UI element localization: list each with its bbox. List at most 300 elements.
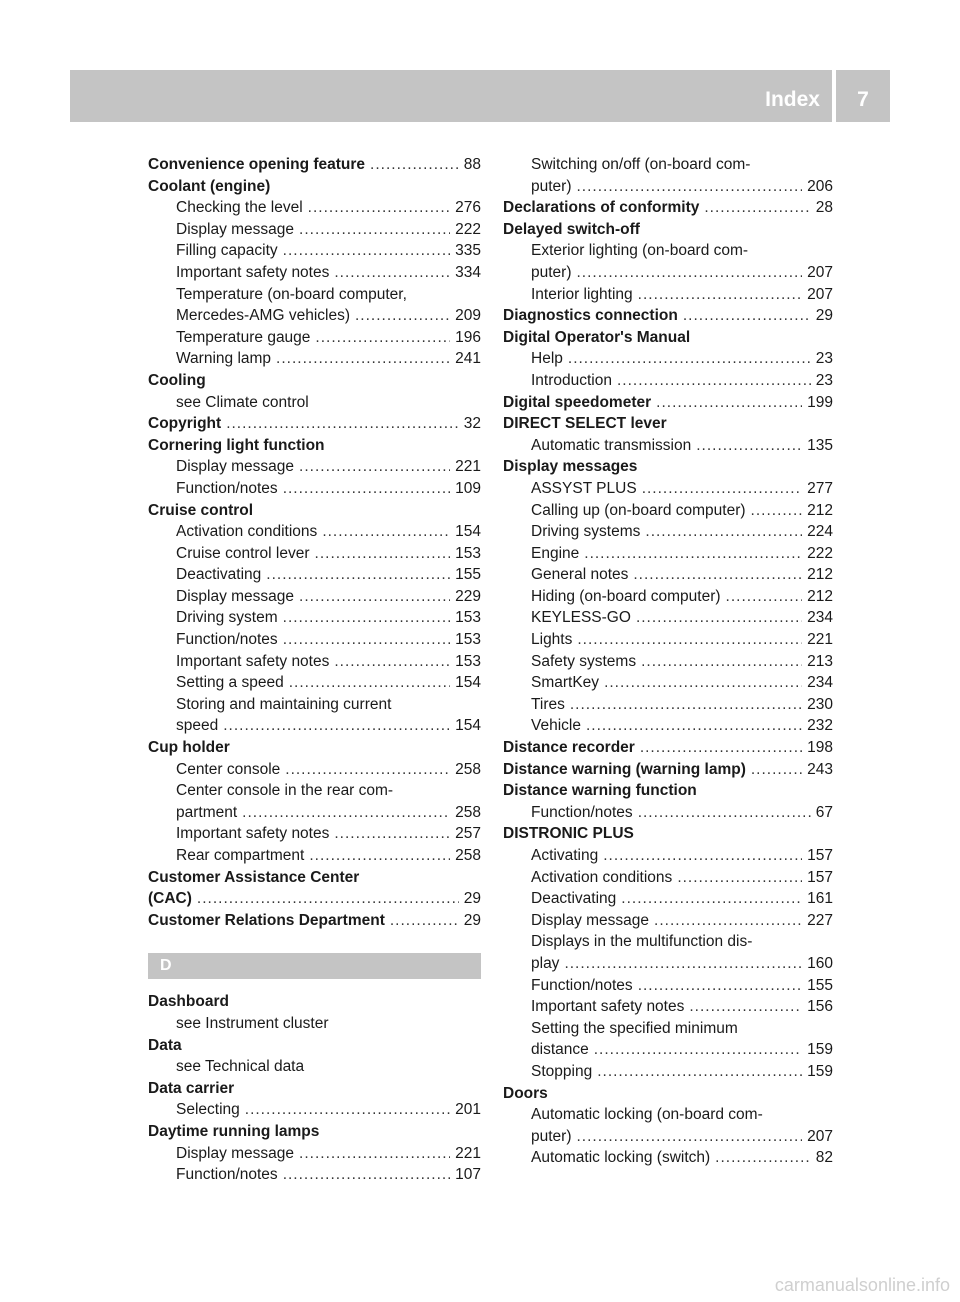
page-reference[interactable]: 88	[463, 156, 481, 173]
page-reference[interactable]: 258	[455, 803, 481, 821]
dot-leader	[604, 672, 802, 694]
index-subentry[interactable]	[503, 629, 833, 651]
entry-label: Important safety notes	[176, 263, 330, 281]
entry-label: Function/notes	[176, 631, 278, 649]
dot-leader	[299, 219, 450, 241]
page-reference[interactable]: 161	[807, 890, 833, 908]
entry-label: Important safety notes	[531, 998, 685, 1016]
index-subentry[interactable]	[503, 1039, 833, 1061]
index-entry[interactable]	[503, 737, 833, 759]
dot-leader	[226, 413, 459, 435]
index-entry	[503, 413, 833, 435]
section-header: D	[148, 953, 481, 979]
dot-leader	[564, 953, 802, 975]
dot-leader	[570, 694, 802, 716]
index-subentry[interactable]	[148, 478, 481, 500]
dot-leader	[577, 1126, 803, 1148]
page-reference[interactable]: 154	[455, 523, 481, 541]
index-subentry[interactable]	[503, 651, 833, 673]
index-subentry[interactable]	[503, 953, 833, 975]
entry-label: Function/notes	[531, 976, 633, 994]
entry-label: Selecting	[176, 1101, 240, 1119]
dot-leader	[642, 478, 802, 500]
index-entry[interactable]	[503, 392, 833, 414]
dot-leader	[266, 564, 450, 586]
index-subentry[interactable]	[503, 996, 833, 1018]
dot-leader	[283, 240, 450, 262]
page-reference[interactable]: 212	[807, 587, 833, 605]
page-reference[interactable]: 199	[807, 393, 833, 411]
dot-leader	[289, 672, 450, 694]
page-reference[interactable]: 135	[807, 436, 833, 454]
dot-leader	[677, 867, 802, 889]
index-entry	[148, 370, 481, 392]
entry-label: Activating	[531, 847, 599, 864]
index-subentry[interactable]	[503, 500, 833, 522]
entry-label: Interior lighting	[531, 285, 633, 303]
page-reference[interactable]: 209	[455, 307, 481, 325]
index-entry	[148, 737, 481, 759]
index-subentry[interactable]	[503, 1061, 833, 1083]
index-subentry[interactable]	[503, 435, 833, 457]
page-reference[interactable]: 29	[815, 307, 833, 325]
entry-label: Customer Assistance Center	[148, 868, 360, 886]
entry-label: Data	[148, 1036, 182, 1054]
index-subentry[interactable]	[148, 651, 481, 673]
dot-leader	[633, 564, 802, 586]
page-reference[interactable]: 67	[815, 803, 833, 821]
index-subentry[interactable]	[503, 715, 833, 737]
index-subentry[interactable]	[503, 284, 833, 306]
dot-leader	[577, 629, 802, 651]
index-subentry	[503, 931, 833, 953]
index-subentry[interactable]	[503, 845, 833, 867]
dot-leader	[726, 586, 803, 608]
entry-label: Customer Relations Department	[148, 911, 385, 929]
page-reference[interactable]: 159	[807, 1041, 833, 1059]
entry-label: play	[531, 954, 560, 972]
entry-label: Driving system	[176, 609, 278, 627]
page-reference[interactable]: 155	[807, 976, 833, 994]
entry-label: (CAC)	[148, 890, 192, 908]
entry-label: Safety systems	[531, 652, 637, 670]
page-reference[interactable]: 206	[807, 177, 833, 195]
entry-label: Distance warning (warning lamp)	[503, 760, 746, 778]
dot-leader	[283, 478, 450, 500]
index-subentry[interactable]	[503, 176, 833, 198]
dot-leader	[276, 348, 450, 370]
dot-leader	[689, 996, 802, 1018]
dot-leader	[640, 737, 802, 759]
index-entry	[503, 327, 833, 349]
dot-leader	[283, 1164, 450, 1186]
dot-leader	[586, 715, 802, 737]
index-subentry[interactable]	[148, 715, 481, 737]
entry-label: Hiding (on-board computer)	[531, 587, 721, 605]
dot-leader	[621, 888, 802, 910]
index-subentry[interactable]	[148, 327, 481, 349]
entry-label: Exterior lighting (on-board com-	[531, 242, 749, 260]
dot-leader	[568, 348, 811, 370]
entry-label: Digital Operator's Manual	[503, 328, 691, 346]
index-subentry[interactable]	[503, 910, 833, 932]
index-entry	[148, 176, 481, 198]
dot-leader	[656, 392, 802, 414]
page-reference[interactable]: 109	[455, 479, 481, 497]
index-subentry[interactable]	[148, 672, 481, 694]
index-column-right	[503, 154, 833, 1169]
index-subentry	[148, 392, 481, 414]
dot-leader	[370, 154, 459, 176]
entry-label: Filling capacity	[176, 242, 278, 260]
page-reference[interactable]: 107	[455, 1166, 481, 1184]
entry-label: speed	[176, 717, 219, 735]
dot-leader	[704, 197, 810, 219]
page-reference[interactable]: 257	[455, 825, 481, 843]
dot-leader	[355, 305, 450, 327]
index-subentry[interactable]	[148, 802, 481, 824]
dot-leader	[315, 327, 450, 349]
page-reference[interactable]: 32	[463, 415, 481, 433]
entry-label: puter)	[531, 177, 572, 195]
entry-label: Engine	[531, 544, 580, 562]
dot-leader	[654, 910, 802, 932]
index-subentry[interactable]	[503, 802, 833, 824]
index-subentry	[148, 1013, 481, 1035]
page-reference[interactable]: 160	[807, 954, 833, 972]
index-entry	[503, 219, 833, 241]
header-bar	[70, 70, 832, 122]
index-subentry[interactable]	[148, 219, 481, 241]
dot-leader	[636, 607, 802, 629]
index-subentry[interactable]	[148, 521, 481, 543]
entry-label: Cornering light function	[148, 436, 325, 454]
index-subentry[interactable]	[148, 823, 481, 845]
entry-label: SmartKey	[531, 674, 600, 692]
index-subentry[interactable]	[148, 1143, 481, 1165]
index-subentry[interactable]	[148, 845, 481, 867]
dot-leader	[715, 1147, 811, 1169]
index-subentry	[148, 284, 481, 306]
entry-label: Temperature (on-board computer,	[176, 285, 407, 303]
page-reference[interactable]: 157	[807, 868, 833, 886]
index-subentry[interactable]	[503, 694, 833, 716]
index-subentry[interactable]	[148, 348, 481, 370]
entry-label: Mercedes-AMG vehicles)	[176, 307, 350, 325]
page-reference[interactable]: 234	[807, 674, 833, 692]
page-reference[interactable]: 334	[455, 263, 481, 281]
page-reference[interactable]: 29	[463, 890, 481, 908]
index-entry	[503, 1083, 833, 1105]
entry-label: Activation conditions	[531, 868, 673, 886]
page-reference[interactable]: 276	[455, 199, 481, 217]
page-reference[interactable]: 229	[455, 587, 481, 605]
index-subentry[interactable]	[148, 197, 481, 219]
entry-label: Driving systems	[531, 523, 641, 541]
index-subentry	[148, 694, 481, 716]
page-reference[interactable]: 222	[807, 544, 833, 562]
entry-label: DIRECT SELECT lever	[503, 415, 667, 433]
index-subentry[interactable]	[503, 888, 833, 910]
index-subentry	[503, 1018, 833, 1040]
page-reference[interactable]: 227	[807, 911, 833, 929]
index-subentry[interactable]	[148, 759, 481, 781]
page-reference[interactable]: 277	[807, 479, 833, 497]
page-number: 7	[836, 70, 890, 122]
entry-label: Display message	[176, 587, 295, 605]
entry-label: Daytime running lamps	[148, 1122, 320, 1140]
entry-label: Center console	[176, 760, 281, 778]
entry-label: Display message	[176, 1144, 295, 1162]
entry-label: Rear compartment	[176, 847, 305, 864]
index-subentry[interactable]	[503, 867, 833, 889]
entry-label: Tires	[531, 695, 565, 713]
index-subentry	[148, 780, 481, 802]
entry-label: Setting a speed	[176, 674, 284, 692]
index-subentry[interactable]	[148, 629, 481, 651]
entry-label: Lights	[531, 631, 573, 649]
page-reference[interactable]: 243	[807, 760, 833, 778]
dot-leader	[683, 305, 811, 327]
entry-label: Distance warning function	[503, 782, 697, 800]
dot-leader	[584, 543, 802, 565]
page-reference[interactable]: 196	[455, 328, 481, 346]
dot-leader	[334, 651, 450, 673]
entry-label: Display message	[176, 220, 295, 238]
page-reference[interactable]: 224	[807, 523, 833, 541]
entry-label: Deactivating	[531, 890, 617, 908]
index-subentry[interactable]	[503, 348, 833, 370]
entry-label: Automatic transmission	[531, 436, 692, 454]
index-entry	[148, 500, 481, 522]
entry-label: Coolant (engine)	[148, 177, 271, 195]
index-entry	[503, 823, 833, 845]
index-entry[interactable]	[503, 197, 833, 219]
dot-leader	[334, 262, 450, 284]
dot-leader	[645, 521, 802, 543]
index-subentry[interactable]	[148, 543, 481, 565]
page-reference[interactable]: 153	[455, 544, 481, 562]
page-reference[interactable]: 241	[455, 350, 481, 368]
entry-label: ASSYST PLUS	[531, 479, 637, 497]
page-reference[interactable]: 156	[807, 998, 833, 1016]
page-reference[interactable]: 212	[807, 566, 833, 584]
entry-label: Display message	[176, 458, 295, 476]
index-subentry[interactable]	[148, 1164, 481, 1186]
entry-label: Display message	[531, 911, 650, 929]
dot-leader	[283, 607, 450, 629]
entry-label: Center console in the rear com-	[176, 782, 394, 800]
entry-label: Function/notes	[176, 1166, 278, 1184]
entry-label: see Instrument cluster	[176, 1014, 329, 1032]
index-entry[interactable]	[148, 154, 481, 176]
page-reference[interactable]: 153	[455, 652, 481, 670]
page-reference[interactable]: 335	[455, 242, 481, 260]
index-entry	[148, 1121, 481, 1143]
index-subentry[interactable]	[503, 1126, 833, 1148]
entry-label: Cruise control lever	[176, 544, 310, 562]
entry-label: puter)	[531, 1127, 572, 1145]
dot-leader	[197, 888, 459, 910]
dot-leader	[299, 586, 450, 608]
index-subentry	[503, 154, 833, 176]
dot-leader	[597, 1061, 802, 1083]
entry-label: Warning lamp	[176, 350, 272, 368]
page-reference[interactable]: 82	[815, 1149, 833, 1167]
index-subentry[interactable]	[148, 607, 481, 629]
entry-label: Copyright	[148, 415, 222, 433]
index-entry[interactable]	[148, 910, 481, 932]
dot-leader	[223, 715, 450, 737]
entry-label: Automatic locking (switch)	[531, 1149, 711, 1167]
entry-label: Delayed switch-off	[503, 220, 640, 238]
page-reference[interactable]: 23	[815, 350, 833, 368]
index-subentry[interactable]	[503, 262, 833, 284]
entry-label: Distance recorder	[503, 739, 635, 757]
dot-leader	[638, 284, 802, 306]
index-subentry[interactable]	[503, 521, 833, 543]
page-reference[interactable]: 157	[807, 847, 833, 864]
page-reference[interactable]: 23	[815, 371, 833, 389]
entry-label: Important safety notes	[176, 652, 330, 670]
entry-label: Function/notes	[531, 803, 633, 821]
index-subentry[interactable]	[503, 370, 833, 392]
entry-label: Convenience opening feature	[148, 156, 366, 173]
page-reference[interactable]: 154	[455, 717, 481, 735]
index-entry[interactable]	[148, 413, 481, 435]
dot-leader	[638, 975, 802, 997]
index-subentry[interactable]	[503, 1147, 833, 1169]
page-reference[interactable]: 155	[455, 566, 481, 584]
index-entry[interactable]	[503, 759, 833, 781]
entry-label: Setting the specified minimum	[531, 1019, 738, 1037]
entry-label: Help	[531, 350, 563, 368]
index-subentry[interactable]	[503, 975, 833, 997]
page-reference[interactable]: 212	[807, 501, 833, 519]
entry-label: Doors	[503, 1084, 548, 1102]
page-reference[interactable]: 258	[455, 760, 481, 778]
page-reference[interactable]: 222	[455, 220, 481, 238]
watermark: carmanualsonline.info	[774, 1275, 950, 1295]
index-subentry[interactable]	[148, 586, 481, 608]
page-reference[interactable]: 29	[463, 911, 481, 929]
entry-label: Digital speedometer	[503, 393, 652, 411]
index-entry[interactable]	[148, 888, 481, 910]
entry-label: Automatic locking (on-board com-	[531, 1106, 763, 1124]
index-subentry[interactable]	[503, 564, 833, 586]
entry-label: Cooling	[148, 371, 206, 389]
entry-label: Displays in the multifunction dis-	[531, 933, 753, 951]
index-subentry[interactable]	[148, 240, 481, 262]
page-reference[interactable]: 221	[807, 631, 833, 649]
index-subentry[interactable]	[503, 672, 833, 694]
entry-label: see Technical data	[176, 1058, 305, 1076]
entry-label: Temperature gauge	[176, 328, 311, 346]
entry-label: Cruise control	[148, 501, 254, 519]
page-reference[interactable]: 230	[807, 695, 833, 713]
index-entry	[148, 1078, 481, 1100]
dot-leader	[299, 456, 450, 478]
page-reference[interactable]: 153	[455, 609, 481, 627]
dot-leader	[617, 370, 811, 392]
entry-label: Dashboard	[148, 993, 229, 1011]
index-subentry[interactable]	[148, 456, 481, 478]
page-reference[interactable]: 28	[815, 199, 833, 217]
index-subentry	[148, 1056, 481, 1078]
index-column-left	[148, 154, 481, 1186]
entry-label: partment	[176, 803, 238, 821]
page-reference[interactable]: 207	[807, 263, 833, 281]
dot-leader	[308, 197, 450, 219]
page-reference[interactable]: 221	[455, 1144, 481, 1162]
index-subentry	[503, 240, 833, 262]
index-subentry[interactable]	[148, 564, 481, 586]
dot-leader	[245, 1099, 450, 1121]
index-entry	[503, 456, 833, 478]
entry-label: Cup holder	[148, 739, 230, 757]
entry-label: Stopping	[531, 1062, 593, 1080]
entry-label: Switching on/off (on-board com-	[531, 156, 751, 173]
entry-label: Diagnostics connection	[503, 307, 678, 325]
index-subentry	[503, 1104, 833, 1126]
index-subentry[interactable]	[148, 1099, 481, 1121]
page-reference[interactable]: 234	[807, 609, 833, 627]
dot-leader	[322, 521, 450, 543]
page-reference[interactable]: 159	[807, 1062, 833, 1080]
page-reference[interactable]: 258	[455, 847, 481, 864]
page-reference[interactable]: 198	[807, 739, 833, 757]
index-entry	[148, 867, 481, 889]
index-subentry[interactable]	[503, 543, 833, 565]
index-subentry[interactable]	[503, 607, 833, 629]
dot-leader	[315, 543, 451, 565]
dot-leader	[751, 500, 803, 522]
dot-leader	[242, 802, 450, 824]
page-reference[interactable]: 153	[455, 631, 481, 649]
dot-leader	[638, 802, 811, 824]
entry-label: Checking the level	[176, 199, 303, 217]
dot-leader	[283, 629, 450, 651]
page-reference[interactable]: 207	[807, 285, 833, 303]
dot-leader	[751, 759, 802, 781]
dot-leader	[577, 176, 803, 198]
dot-leader	[390, 910, 459, 932]
entry-label: Data carrier	[148, 1079, 235, 1097]
entry-label: KEYLESS-GO	[531, 609, 631, 627]
index-subentry[interactable]	[503, 478, 833, 500]
page-reference[interactable]: 213	[807, 652, 833, 670]
page-reference[interactable]: 207	[807, 1127, 833, 1145]
entry-label: Deactivating	[176, 566, 262, 584]
index-entry[interactable]	[503, 305, 833, 327]
entry-label: Calling up (on-board computer)	[531, 501, 746, 519]
index-subentry[interactable]	[148, 305, 481, 327]
index-subentry[interactable]	[503, 586, 833, 608]
dot-leader	[696, 435, 802, 457]
page-reference[interactable]: 221	[455, 458, 481, 476]
index-entry	[148, 991, 481, 1013]
dot-leader	[603, 845, 802, 867]
dot-leader	[577, 262, 803, 284]
dot-leader	[641, 651, 802, 673]
entry-label: Display messages	[503, 458, 638, 476]
index-subentry[interactable]	[148, 262, 481, 284]
page-reference[interactable]: 201	[455, 1101, 481, 1119]
page-reference[interactable]: 154	[455, 674, 481, 692]
page-reference[interactable]: 232	[807, 717, 833, 735]
page-title: Index	[765, 88, 820, 111]
entry-label: see Climate control	[176, 393, 309, 411]
